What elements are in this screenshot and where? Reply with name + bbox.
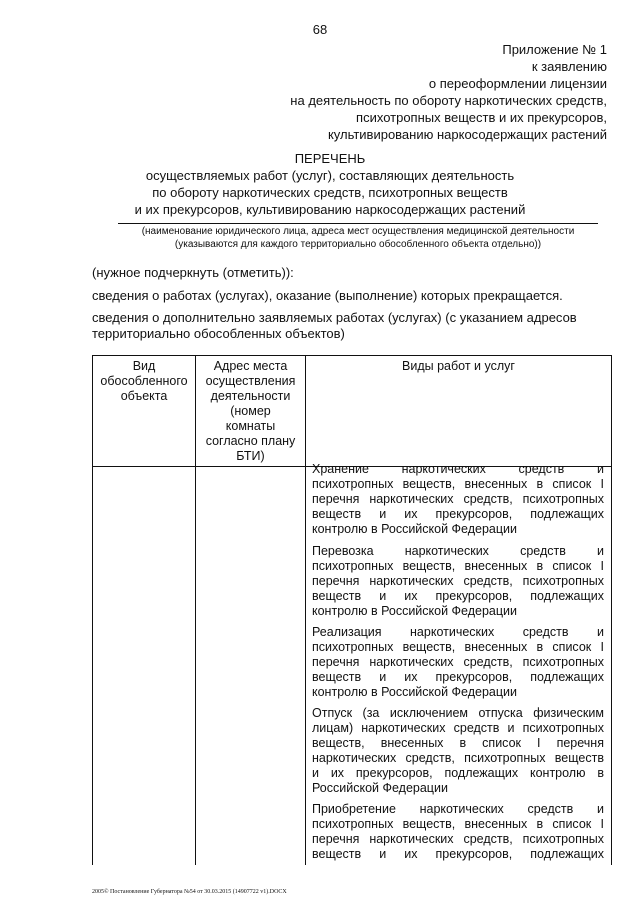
work-item-word: перечня — [312, 574, 360, 588]
work-item-word: средств — [520, 544, 566, 558]
work-item-word: и — [597, 462, 604, 476]
header-address — [197, 359, 304, 464]
work-item-word: наркотических — [361, 721, 446, 735]
work-item-word: наркотических — [419, 802, 504, 816]
caption-line: (указываются для каждого территориально обособленного объекта отдельно)) — [174, 239, 542, 250]
work-item-word: психотропных — [522, 655, 604, 669]
work-item-word: средств, — [405, 751, 455, 765]
work-item-word: средств — [522, 625, 569, 639]
work-item-word: психотропных — [522, 721, 604, 735]
work-item-word: психотропных — [312, 817, 394, 831]
work-item-word: Приобретение — [312, 802, 396, 816]
work-item-word: исключением — [389, 706, 469, 720]
work-item-line — [312, 847, 604, 862]
work-item-word: и — [312, 766, 319, 780]
work-item-word: Перевозка — [312, 544, 374, 558]
work-item-word: средств — [453, 721, 500, 735]
work-item-word: прекурсоров, — [435, 589, 513, 603]
table-column-divider — [195, 355, 196, 865]
work-item-word: список — [552, 817, 592, 831]
work-item-word: прекурсоров, — [435, 847, 513, 861]
work-item-word: перечня — [312, 655, 360, 669]
work-item-line — [312, 544, 604, 559]
work-item-word: наркотических — [401, 462, 486, 476]
work-item-word: физическим — [533, 706, 604, 720]
table-border-left — [92, 355, 93, 865]
work-item-line — [312, 559, 604, 574]
work-item-word: внесенных — [464, 640, 528, 654]
work-item — [312, 802, 604, 862]
work-item-word: веществ — [312, 670, 362, 684]
caption-line: (наименование юридического лица, адреса мест осуществления медицинской деятельности — [141, 226, 575, 237]
list-title-line: ПЕРЕЧЕНЬ — [294, 151, 366, 166]
work-item-word: подлежащих — [530, 589, 604, 603]
fill-in-caption — [118, 225, 598, 251]
list-title-line: по обороту наркотических средств, психотропных веществ — [152, 185, 508, 200]
work-item-word: психотропных — [464, 751, 546, 765]
work-item-line — [312, 507, 604, 522]
work-item-word: в — [536, 559, 544, 573]
work-item-word: и — [379, 670, 387, 684]
work-item-line — [312, 589, 604, 604]
work-item-word: психотропных — [522, 492, 604, 506]
header-line: деятельности — [210, 389, 291, 403]
work-item-word: I — [600, 640, 604, 654]
appendix-block — [187, 41, 607, 143]
work-item-line — [312, 751, 604, 766]
work-item-word: подлежащих — [530, 507, 604, 521]
header-line: комнаты — [225, 419, 276, 433]
appendix-line: к заявлению — [531, 59, 607, 74]
header-line: Вид — [132, 359, 156, 373]
work-item-word: и — [379, 589, 387, 603]
footer-doc-id: 2005© Постановление Губернатора №54 от 30.03.2015 (14907722 v1).DOCX — [92, 889, 287, 895]
page-number: 68 — [312, 22, 328, 37]
work-item — [312, 706, 604, 796]
work-item-line — [312, 640, 604, 655]
work-item-word: прекурсоров, — [355, 766, 433, 780]
appendix-line: о переоформлении лицензии — [428, 76, 607, 91]
work-item-word: наркотических — [369, 655, 454, 669]
work-item-word: средств, — [463, 574, 513, 588]
appendix-line: Приложение № 1 — [502, 42, 607, 57]
work-item-word: веществ, — [402, 817, 456, 831]
list-title-line: и их прекурсоров, культивированию наркосодержащих растений — [134, 202, 526, 217]
work-item-line: контролю в Российской Федерации — [312, 604, 517, 618]
work-item-line — [312, 655, 604, 670]
header-line: согласно плану — [205, 434, 296, 448]
work-item-word: веществ — [312, 589, 362, 603]
header-line: Адрес места — [213, 359, 288, 373]
work-item-line — [312, 832, 604, 847]
header-object-type — [94, 359, 194, 404]
work-item — [312, 544, 604, 619]
header-line: объекта — [120, 389, 168, 403]
underline-hint: (нужное подчеркнуть (отметить)): — [92, 265, 294, 280]
work-item-word: I — [600, 817, 604, 831]
work-item-word: их — [404, 589, 418, 603]
work-item-word: средств — [527, 802, 574, 816]
work-item-word: внесенных — [464, 559, 528, 573]
work-item-word: внесенных — [380, 736, 444, 750]
terminated-works-note: сведения о работах (услугах), оказание (выполнение) которых прекращается. — [92, 288, 563, 303]
work-item-word: их — [330, 766, 345, 780]
table-border-right — [611, 355, 612, 865]
work-item-word: список — [482, 736, 521, 750]
work-item-word: список — [552, 640, 592, 654]
appendix-line: психотропных веществ и их прекурсоров, — [356, 110, 607, 125]
work-item-word: прекурсоров, — [435, 507, 513, 521]
table-column-divider — [305, 355, 306, 865]
appendix-line: культивированию наркосодержащих растений — [327, 127, 607, 142]
list-title-line: осуществляемых работ (услуг), составляющих деятельность — [145, 168, 515, 183]
work-item-word: в — [597, 766, 604, 780]
work-item-word: Реализация — [312, 625, 382, 639]
header-line: (номер — [230, 404, 271, 418]
work-item-word: средств, — [463, 832, 513, 846]
work-item-line — [312, 670, 604, 685]
work-item-line — [312, 574, 604, 589]
work-item-word: наркотических — [369, 492, 454, 506]
work-item-word: веществ, — [402, 640, 456, 654]
work-item-word: веществ, — [402, 477, 456, 491]
work-item-word: и — [596, 544, 604, 558]
work-item-line — [312, 492, 604, 507]
work-item-line — [312, 477, 604, 492]
work-item-word: психотропных — [312, 559, 394, 573]
work-item-line: контролю в Российской Федерации — [312, 522, 517, 536]
work-item-word: I — [600, 477, 604, 491]
header-line: осуществления — [205, 374, 296, 388]
work-item-word: их — [404, 847, 418, 861]
work-item-word: подлежащих — [444, 766, 519, 780]
additional-works-note-line2: территориально обособленных объектов) — [92, 326, 345, 341]
work-item-word: и — [596, 625, 604, 639]
header-line: БТИ) — [236, 449, 265, 463]
work-item-line — [312, 625, 604, 640]
work-item-word: внесенных — [464, 477, 528, 491]
work-item-word: в — [536, 477, 544, 491]
work-item-word: подлежащих — [530, 847, 604, 861]
work-item-word: список — [552, 559, 592, 573]
work-item-line — [312, 706, 604, 721]
work-item-word: I — [600, 559, 604, 573]
work-item-word: веществ — [554, 751, 604, 765]
header-line: обособленного — [100, 374, 188, 388]
work-item-word: Отпуск — [312, 706, 353, 720]
work-item-word: подлежащих — [530, 670, 604, 684]
work-item-word: и — [379, 507, 387, 521]
header-works — [307, 359, 610, 374]
work-item-word: перечня — [312, 492, 360, 506]
work-item-word: Хранение — [312, 462, 369, 476]
work-item-word: лицам) — [312, 721, 354, 735]
work-item-word: прекурсоров, — [435, 670, 513, 684]
header-line: Виды работ и услуг — [402, 359, 515, 373]
additional-works-note-line1: сведения о дополнительно заявляемых работах (услугах) (с указанием адресов — [92, 310, 577, 325]
table-border-top — [92, 355, 612, 356]
works-table — [92, 355, 612, 865]
work-item-word: и — [507, 721, 515, 735]
work-item-word: средств — [518, 462, 565, 476]
work-item-word: список — [552, 477, 592, 491]
work-item-word: наркотических — [369, 832, 454, 846]
work-item-word: психотропных — [522, 574, 604, 588]
work-item-line — [312, 766, 604, 781]
work-item-word: перечня — [312, 832, 360, 846]
work-item-word: веществ — [312, 847, 362, 861]
work-item-word: психотропных — [312, 640, 394, 654]
work-item-word: в — [536, 817, 544, 831]
work-item-word: веществ, — [402, 559, 456, 573]
work-item-word: и — [379, 847, 387, 861]
work-item — [312, 625, 604, 700]
work-item-word: в — [536, 640, 544, 654]
work-item-word: наркотических — [410, 625, 495, 639]
work-item-word: наркотических — [369, 574, 454, 588]
work-item-word: веществ, — [312, 736, 365, 750]
work-item-line — [312, 817, 604, 832]
work-item-word: отпуска — [478, 706, 523, 720]
work-item-word: и — [596, 802, 604, 816]
appendix-line: на деятельность по обороту наркотических средств, — [290, 93, 607, 108]
work-item-line — [312, 721, 604, 736]
work-item-word: в — [459, 736, 467, 750]
work-item-word: средств, — [463, 492, 513, 506]
work-item-word: психотропных — [312, 477, 394, 491]
work-item-line: контролю в Российской Федерации — [312, 685, 517, 699]
work-item-word: I — [537, 736, 541, 750]
work-item-line — [312, 462, 604, 477]
work-item-word: их — [404, 670, 418, 684]
work-item-word: их — [404, 507, 418, 521]
work-item-line — [312, 736, 604, 751]
work-item-word: (за — [362, 706, 380, 720]
work-item-word: веществ — [312, 507, 362, 521]
work-item-word: наркотических — [312, 751, 397, 765]
work-item-word: психотропных — [522, 832, 604, 846]
work-item-word: средств, — [463, 655, 513, 669]
list-title — [60, 150, 600, 218]
work-item-word: внесенных — [464, 817, 528, 831]
work-item-word: контролю — [529, 766, 586, 780]
work-item — [312, 462, 604, 537]
work-item-word: перечня — [556, 736, 604, 750]
work-item-line — [312, 802, 604, 817]
work-item-word: наркотических — [404, 544, 489, 558]
work-item-line: Российской Федерации — [312, 781, 448, 795]
fill-in-rule — [118, 223, 598, 224]
